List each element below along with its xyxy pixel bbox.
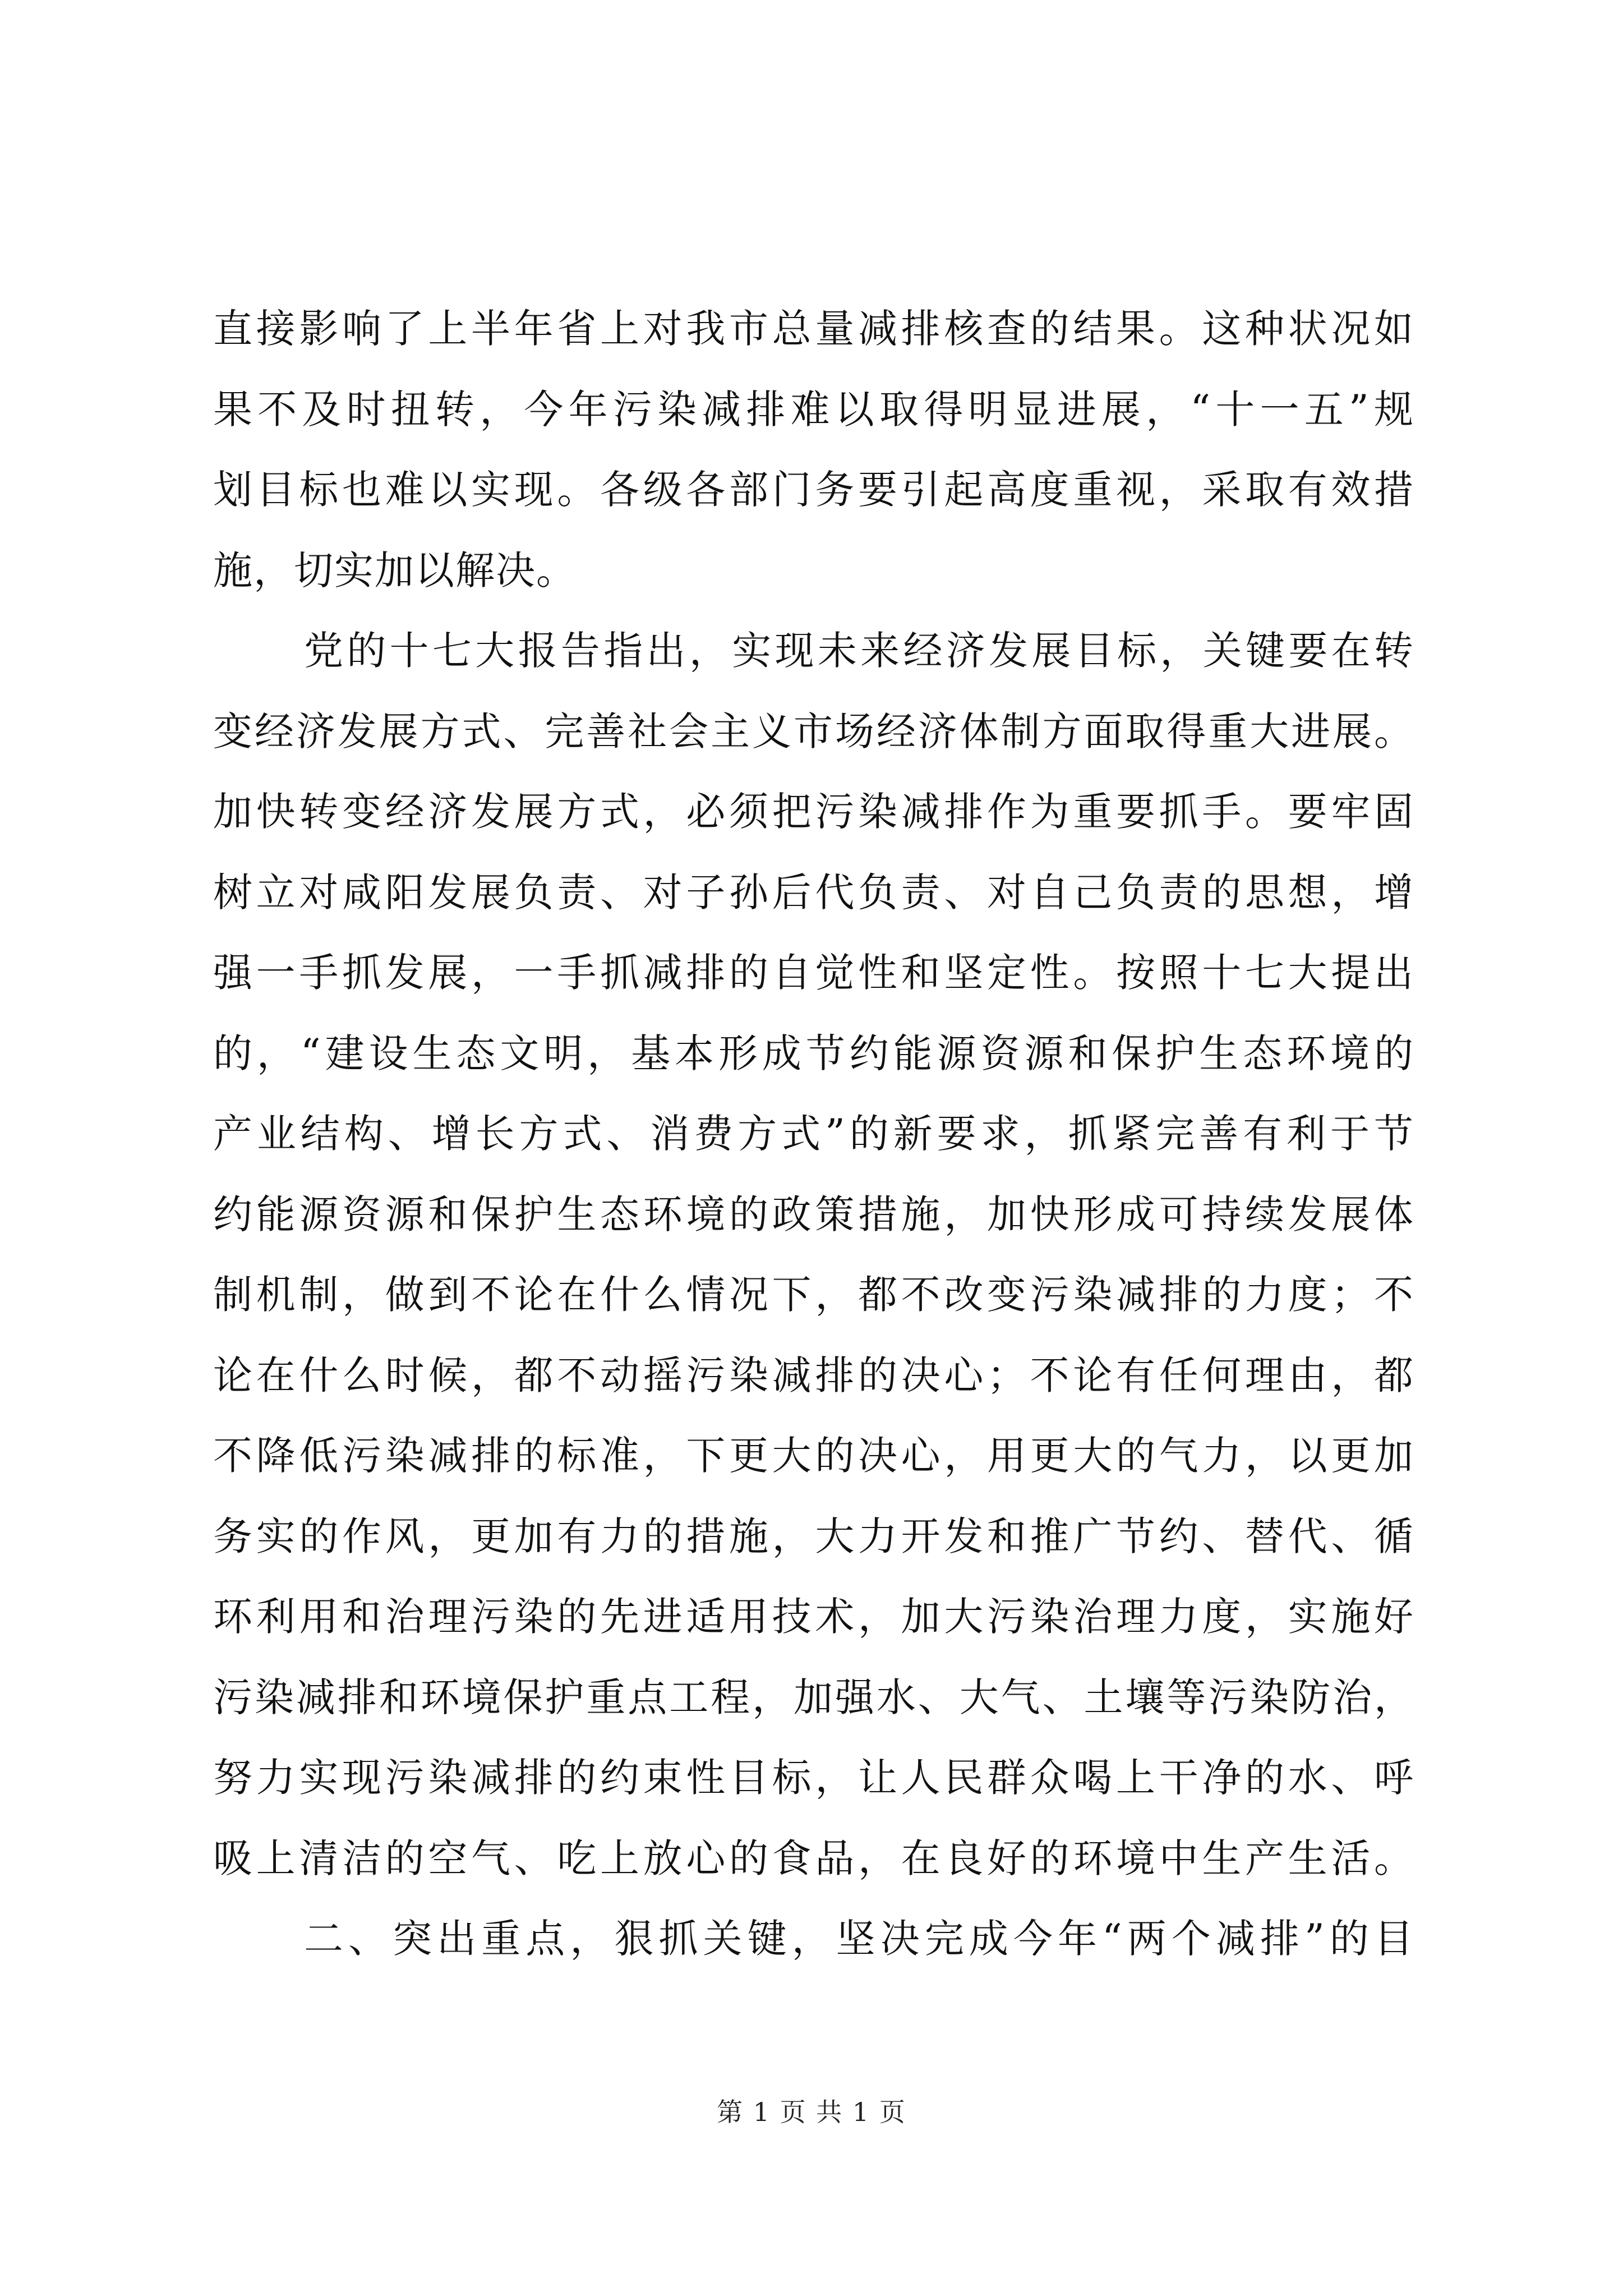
text-line: 制机制，做到不论在什么情况下，都不改变污染减排的力度；不 <box>213 1272 1413 1318</box>
text-line: 果不及时扭转，今年污染减排难以取得明显进展，“十一五”规 <box>213 386 1413 432</box>
text-line: 强一手抓发展，一手抓减排的自觉性和坚定性。按照十七大提出 <box>213 950 1413 996</box>
body-text <box>213 289 1413 1980</box>
text-line: 的，“建设生态文明，基本形成节约能源资源和保护生态环境的 <box>213 1030 1413 1076</box>
text-line: 不降低污染减排的标准，下更大的决心，用更大的气力，以更加 <box>213 1433 1413 1479</box>
text-line: 污染减排和环境保护重点工程，加强水、大气、土壤等污染防治， <box>213 1674 1413 1720</box>
text-line: 划目标也难以实现。各级各部门务要引起高度重视，采取有效措 <box>213 467 1413 513</box>
text-line: 产业结构、增长方式、消费方式”的新要求，抓紧完善有利于节 <box>213 1111 1413 1157</box>
text-line: 加快转变经济发展方式，必须把污染减排作为重要抓手。要牢固 <box>213 789 1413 835</box>
text-line: 论在什么时候，都不动摇污染减排的决心；不论有任何理由，都 <box>213 1352 1413 1398</box>
text-line: 约能源资源和保护生态环境的政策措施，加快形成可持续发展体 <box>213 1191 1413 1237</box>
text-line: 务实的作风，更加有力的措施，大力开发和推广节约、替代、循 <box>213 1513 1413 1559</box>
text-line: 树立对咸阳发展负责、对子孙后代负责、对自己负责的思想，增 <box>213 869 1413 915</box>
text-line: 努力实现污染减排的约束性目标，让人民群众喝上干净的水、呼 <box>213 1755 1413 1801</box>
text-line: 变经济发展方式、完善社会主义市场经济体制方面取得重大进展。 <box>213 708 1413 754</box>
text-line: 直接影响了上半年省上对我市总量减排核查的结果。这种状况如 <box>213 306 1413 352</box>
text-line: 吸上清洁的空气、吃上放心的食品，在良好的环境中生产生活。 <box>213 1835 1413 1881</box>
page-footer: 第 1 页 共 1 页 <box>717 2097 906 2127</box>
text-line: 施，切实加以解决。 <box>213 547 577 593</box>
paragraph-start-line: 党的十七大报告指出，实现未来经济发展目标，关键要在转 <box>304 628 1413 674</box>
text-line: 环利用和治理污染的先进适用技术，加大污染治理力度，实施好 <box>213 1594 1413 1640</box>
section-heading-line: 二、突出重点，狠抓关键，坚决完成今年“两个减排”的目 <box>304 1916 1413 1962</box>
